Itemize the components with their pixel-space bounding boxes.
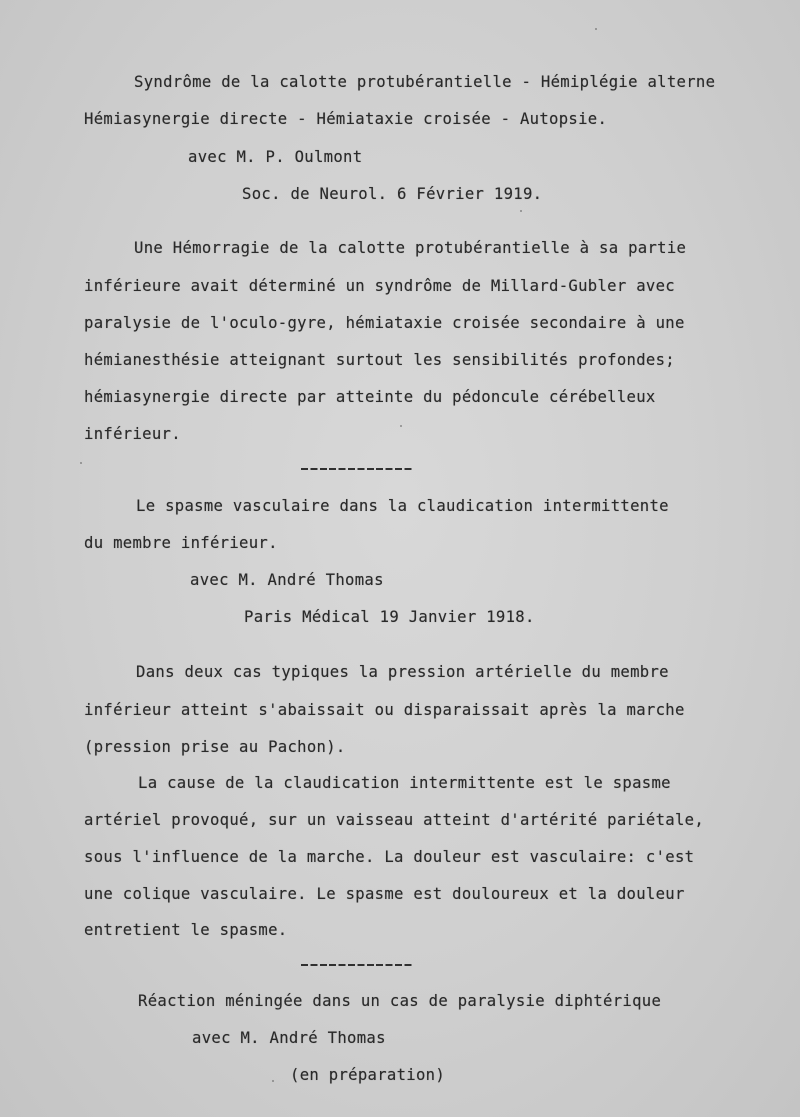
section2-body-line1: Dans deux cas typiques la pression artérielle du membre <box>136 663 669 681</box>
paper-speck <box>595 28 597 30</box>
paper-speck <box>400 425 402 427</box>
section3-title-line1: Réaction méningée dans un cas de paralysie diphtérique <box>138 992 662 1010</box>
section2-body-line2: inférieur atteint s'abaissait ou disparaissait après la marche <box>84 701 685 719</box>
section2-body-line7: une colique vasculaire. Le spasme est douloureux et la douleur <box>84 885 685 903</box>
section1-body-line3: paralysie de l'oculo-gyre, hémiataxie croisée secondaire à une <box>84 314 685 332</box>
section2-title-line1: Le spasme vasculaire dans la claudication intermittente <box>136 497 669 515</box>
section-separator <box>301 964 413 966</box>
section1-body-line6: inférieur. <box>84 425 181 443</box>
section2-coauthor: avec M. André Thomas <box>190 571 384 589</box>
section1-title-line2: Hémiasynergie directe - Hémiataxie croisée - Autopsie. <box>84 110 608 128</box>
section1-coauthor: avec M. P. Oulmont <box>188 148 363 166</box>
section1-body-line2: inférieure avait déterminé un syndrôme de Millard-Gubler avec <box>84 277 675 295</box>
section1-title-line1: Syndrôme de la calotte protubérantielle - Hémiplégie alterne <box>134 73 716 91</box>
section2-body-line3: (pression prise au Pachon). <box>84 738 346 756</box>
paper-speck <box>80 462 82 464</box>
section1-source: Soc. de Neurol. 6 Février 1919. <box>242 185 543 203</box>
section2-title-line2: du membre inférieur. <box>84 534 278 552</box>
section2-body-line8: entretient le spasme. <box>84 921 288 939</box>
section2-body-line4: La cause de la claudication intermittente est le spasme <box>138 774 671 792</box>
paper-speck <box>520 210 522 212</box>
section1-body-line5: hémiasynergie directe par atteinte du pédoncule cérébelleux <box>84 388 656 406</box>
section2-body-line6: sous l'influence de la marche. La douleur est vasculaire: c'est <box>84 848 695 866</box>
section3-note: (en préparation) <box>290 1066 446 1084</box>
section2-body-line5: artériel provoqué, sur un vaisseau atteint d'artérité pariétale, <box>84 811 705 829</box>
section-separator <box>301 468 413 470</box>
section1-body-line1: Une Hémorragie de la calotte protubérantielle à sa partie <box>134 239 687 257</box>
section3-coauthor: avec M. André Thomas <box>192 1029 386 1047</box>
section2-source: Paris Médical 19 Janvier 1918. <box>244 608 535 626</box>
section1-body-line4: hémianesthésie atteignant surtout les sensibilités profondes; <box>84 351 675 369</box>
paper-speck <box>272 1080 274 1082</box>
